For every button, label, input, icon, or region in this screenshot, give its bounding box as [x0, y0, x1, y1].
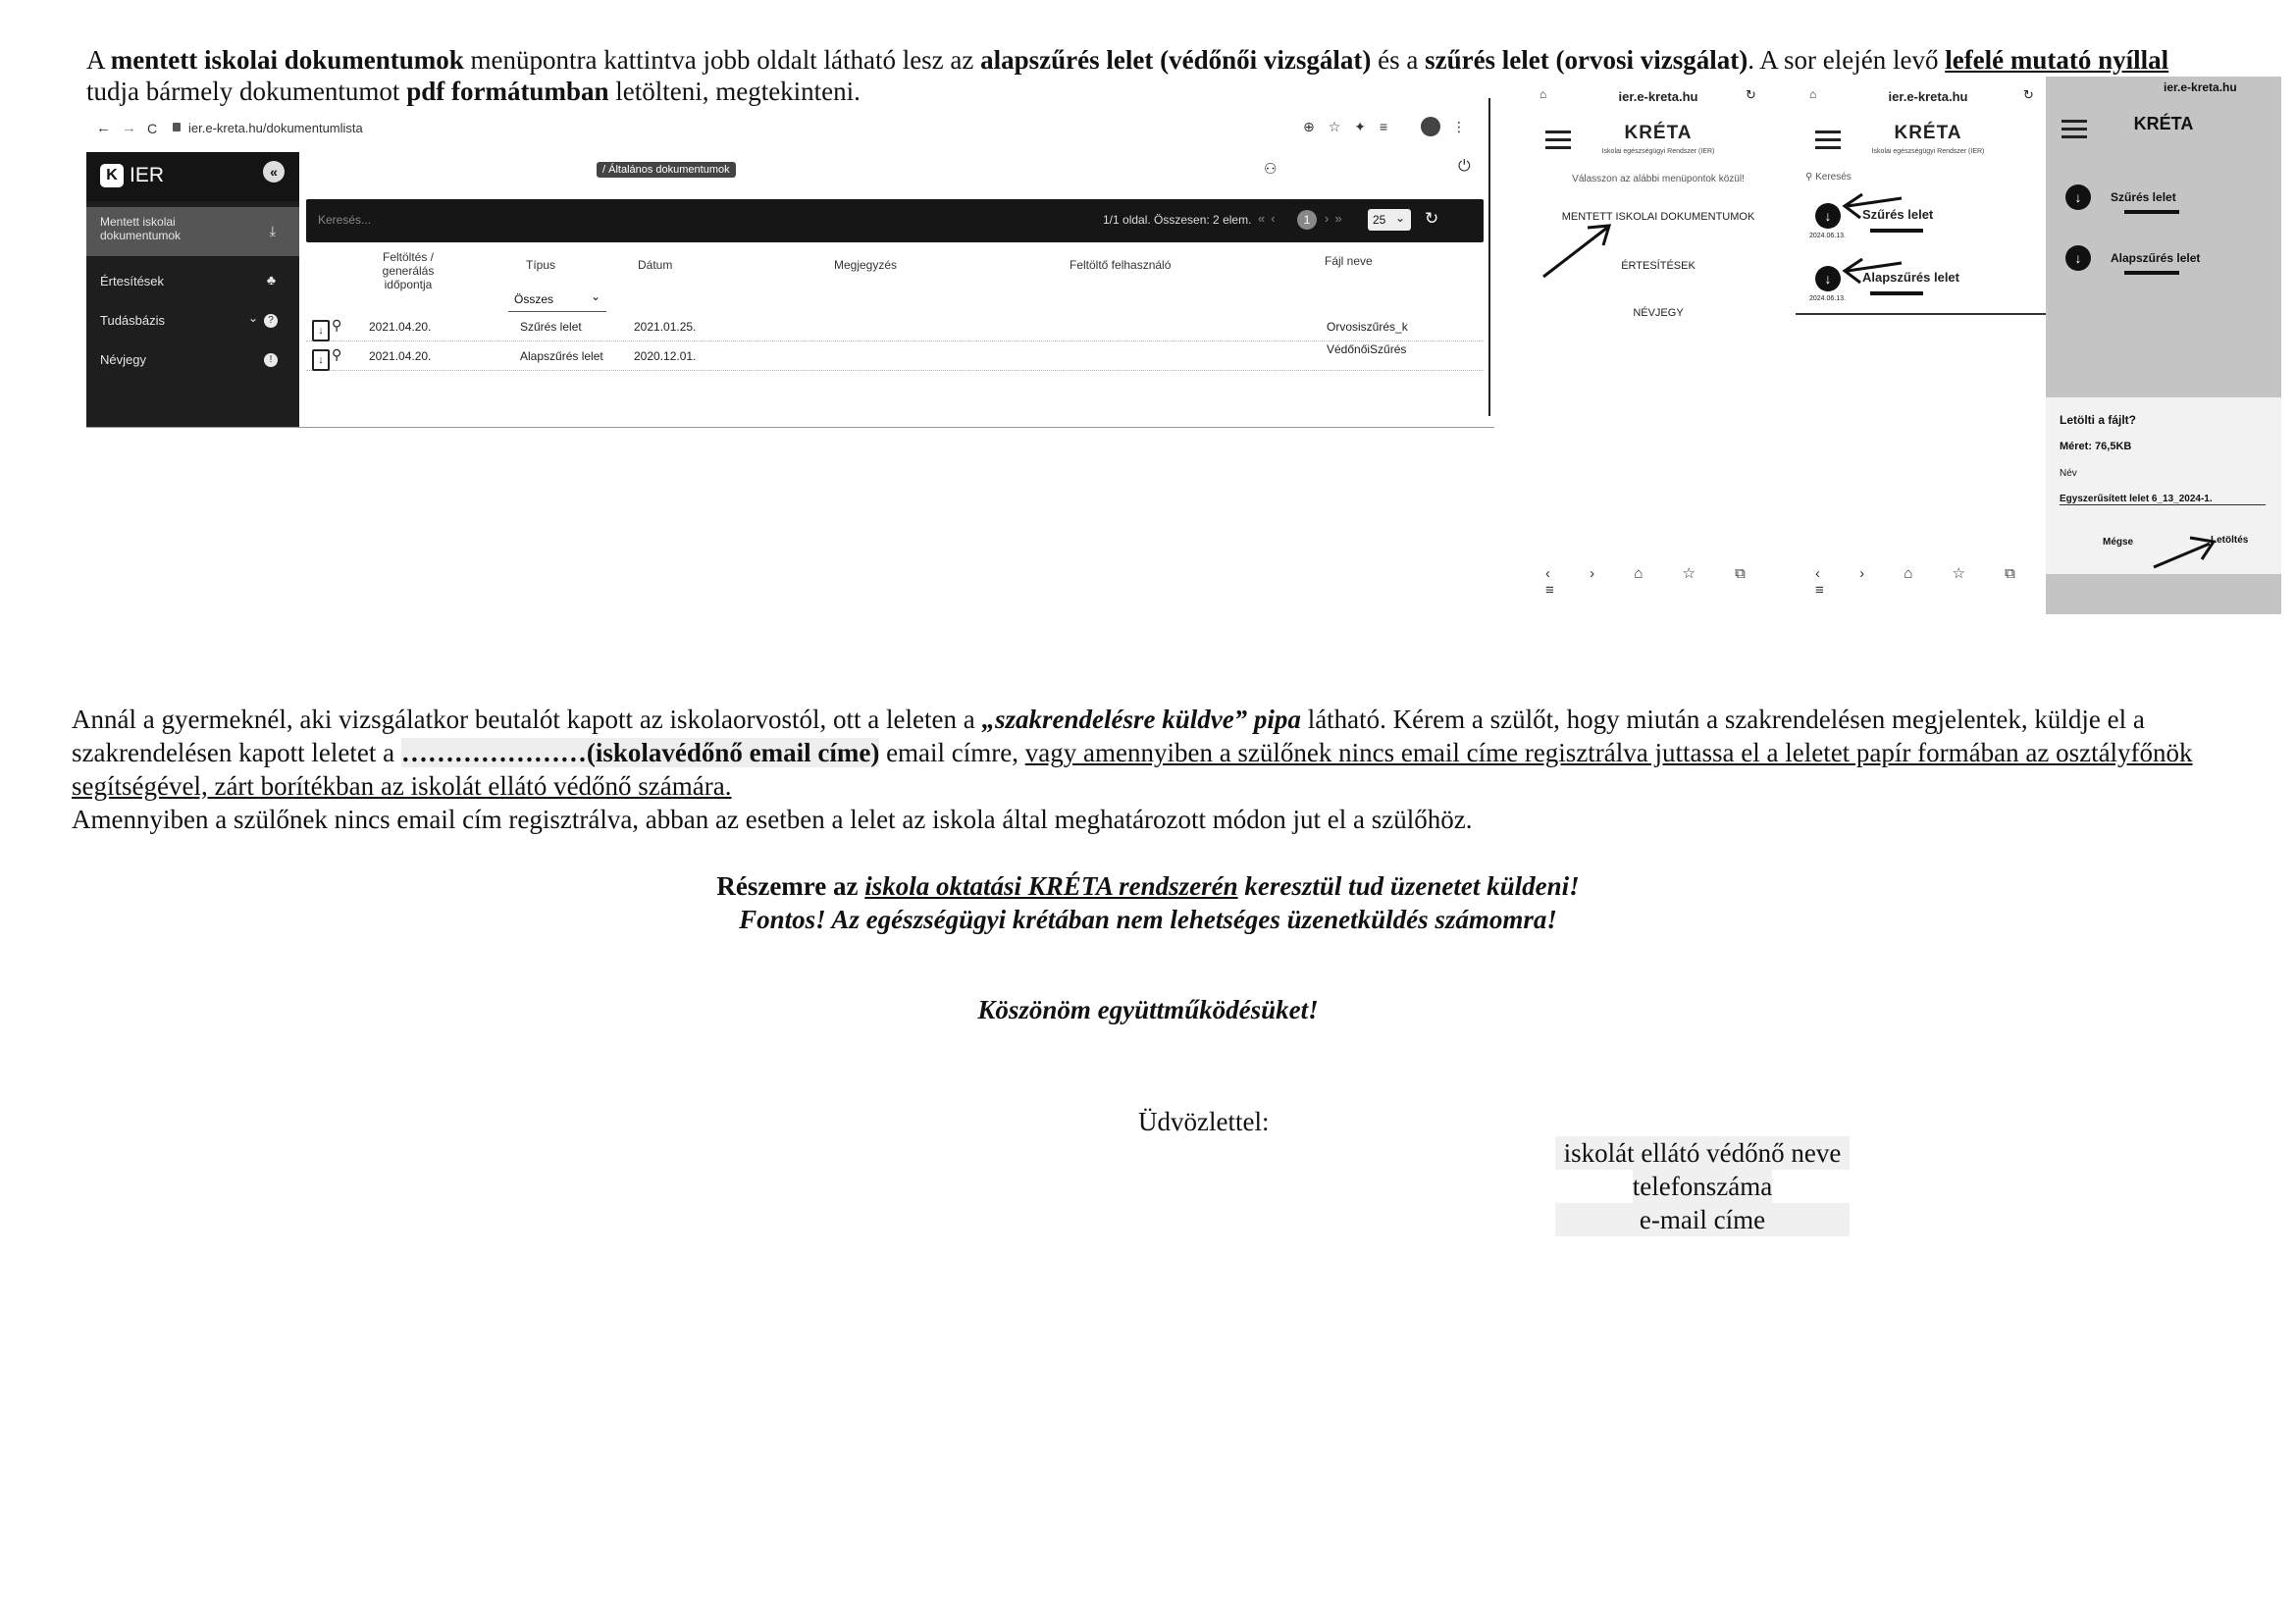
pager-arrows[interactable]: «‹: [1258, 211, 1281, 226]
menu-item-about[interactable]: NÉVJEGY: [1633, 307, 1684, 319]
download-icon: ⤓: [269, 223, 276, 238]
sidebar-item-label: Értesítések: [100, 274, 165, 288]
intro-bold-menu: mentett iskolai dokumentumok: [110, 45, 464, 75]
menu-item-notifications[interactable]: ÉRTESÍTÉSEK: [1621, 260, 1696, 272]
divider: [1488, 98, 1490, 416]
download-icon[interactable]: ↓: [312, 349, 330, 371]
back-icon[interactable]: ←: [96, 120, 111, 136]
chevron-down-icon: ⌄: [590, 289, 600, 303]
intro-bold-arrow: lefelé mutató nyíllal: [1945, 45, 2169, 75]
para-text: Amennyiben a szülőnek nincs email cím regisztrálva, abban az esetben a lelet az iskola által meghatározott módon jut el a szülőhöz.: [72, 805, 1473, 834]
divider: [1796, 313, 2061, 315]
menu-item-documents[interactable]: MENTETT ISKOLAI DOKUMENTUMOK: [1561, 211, 1755, 223]
cell-date: 2020.12.01.: [634, 349, 697, 363]
breadcrumb[interactable]: / Általános dokumentumok: [597, 162, 736, 178]
table-row[interactable]: [306, 313, 1484, 341]
reload-icon[interactable]: ↻: [2023, 87, 2034, 102]
list-item[interactable]: [2065, 245, 2262, 285]
download-icon[interactable]: ↓: [2065, 184, 2091, 210]
url-text[interactable]: ier.e-kreta.hu: [1618, 89, 1698, 104]
chevron-down-icon: ⌄: [247, 311, 258, 325]
brand-name: IER: [130, 164, 165, 186]
col-date[interactable]: Dátum: [638, 258, 673, 272]
type-filter[interactable]: [508, 289, 606, 312]
notice-line-1: [0, 869, 2296, 903]
arrow-to-download-button: [0, 0, 1, 1]
intro-line-2: [86, 75, 861, 108]
download-icon[interactable]: ↓: [2065, 245, 2091, 271]
intro-text: . A sor elején levő: [1748, 45, 1946, 75]
download-icon[interactable]: ↓: [312, 320, 330, 341]
search-icon[interactable]: ⚲: [332, 346, 342, 362]
para-underline: segítségével, zárt borítékban az iskolát ellátó védőnő számára.: [72, 771, 732, 801]
help-icon: ?: [264, 314, 278, 328]
info-icon: !: [264, 353, 278, 367]
notice-underline: iskola oktatási KRÉTA rendszerén: [864, 871, 1238, 901]
signature-name: iskolát ellátó védőnő neve: [1555, 1136, 1850, 1170]
sidebar-item-about[interactable]: [86, 348, 299, 374]
page-size-value: 25: [1373, 213, 1386, 227]
signature-block: [1555, 1136, 1850, 1236]
download-dialog: [2046, 397, 2281, 574]
kreta-logo: KRÉTA: [1624, 123, 1693, 143]
type-filter-value: Összes: [514, 292, 554, 306]
para2-line-3: [72, 769, 731, 803]
para-text: látható. Kérem a szülőt, hogy miután a szakrendelésen megjelentek, küldje el a: [1300, 705, 2145, 734]
url-text[interactable]: ier.e-kreta.hu: [2164, 80, 2237, 94]
dialog-name-label: Név: [2060, 468, 2077, 479]
para2-line-1: [72, 703, 2145, 736]
sidebar-item-label: Névjegy: [100, 352, 146, 367]
intro-text: A: [86, 45, 111, 75]
thanks: [0, 993, 2296, 1026]
phone-screenshot-menu: [1526, 83, 1791, 613]
page-size-select[interactable]: [1368, 209, 1411, 231]
menu-prompt: Válasszon az alábbi menüpontok közül!: [1572, 174, 1745, 184]
chevron-down-icon: ⌄: [1395, 211, 1406, 225]
desktop-sidebar: [86, 152, 299, 427]
reload-icon[interactable]: ↻: [1746, 87, 1756, 102]
list-item[interactable]: [1805, 262, 2051, 311]
phone-screenshot-list: [1796, 83, 2061, 613]
col-type[interactable]: Típus: [526, 258, 556, 272]
redacted-bar: [1870, 291, 1923, 295]
lock-icon: [173, 123, 181, 131]
para2-line-4: [72, 803, 1472, 836]
desktop-topbar: [312, 152, 1494, 199]
dialog-title: Letölti a fájlt?: [2060, 413, 2136, 427]
cell-date: 2021.01.25.: [634, 320, 697, 334]
download-icon[interactable]: ↓: [1815, 203, 1841, 229]
sidebar-item-label: Mentett iskolai dokumentumok: [100, 215, 182, 242]
download-button[interactable]: Letöltés: [2211, 535, 2249, 546]
browser-actions: ⊕☆✦≡: [1303, 119, 1402, 134]
dialog-size: Méret: 76,5KB: [2060, 441, 2132, 452]
power-icon[interactable]: ⏻: [1458, 158, 1471, 175]
forward-icon[interactable]: →: [122, 120, 136, 136]
cell-uploaded: 2021.04.20.: [369, 320, 432, 334]
pager-arrows-next[interactable]: ›»: [1325, 211, 1348, 226]
col-note[interactable]: Megjegyzés: [834, 258, 898, 272]
app-subtitle: Iskolai egészségügyi Rendszer (IER): [1871, 148, 1985, 155]
redacted-bar: [1870, 229, 1923, 233]
home-icon[interactable]: ⌂: [1539, 87, 1547, 101]
intro-text: menüpontra kattintva jobb oldalt látható lesz az: [463, 45, 981, 75]
thanks-text: Köszönöm együttműködésüket!: [977, 995, 1319, 1024]
cell-file: Orvosiszűrés_k: [1327, 320, 1408, 334]
greeting: Üdvözlettel:: [1138, 1107, 1270, 1136]
intro-bold-pdf: pdf formátumban: [406, 77, 609, 106]
url-text[interactable]: ier.e-kreta.hu: [1888, 89, 1968, 104]
para2-line-2: [72, 736, 2193, 769]
menu-icon[interactable]: ⋮: [1452, 119, 1466, 134]
kreta-logo: KRÉTA: [1894, 123, 1962, 143]
notice-text: keresztül tud üzenetet küldeni!: [1237, 871, 1580, 901]
signature-email: e-mail címe: [1555, 1203, 1850, 1236]
cell-uploaded: 2021.04.20.: [369, 349, 432, 363]
sidebar-item-label: Tudásbázis: [100, 313, 165, 328]
item-title: Alapszűrés lelet: [1862, 270, 1959, 285]
refresh-icon[interactable]: ↻: [1425, 209, 1439, 228]
notice-important: Fontos! Az egészségügyi krétában nem lehetséges üzenetküldés számomra!: [739, 905, 1557, 934]
sidebar-item-documents[interactable]: [86, 207, 299, 256]
cell-type: Alapszűrés lelet: [520, 349, 603, 363]
sidebar-item-notifications[interactable]: [86, 270, 299, 295]
sidebar-item-knowledge[interactable]: [86, 309, 299, 335]
email-placeholder: …………………(iskolavédőnő email címe): [400, 738, 880, 767]
para-text: email címre,: [879, 738, 1025, 767]
intro-bold-basic: alapszűrés lelet (védőnői vizsgálat): [980, 45, 1372, 75]
search-placeholder: Keresés: [1815, 172, 1852, 183]
sidebar-header: [86, 152, 299, 201]
col-uploader[interactable]: Feltöltő felhasználó: [1070, 258, 1172, 272]
cell-file: VédőnőiSzűrés: [1327, 342, 1407, 356]
col-uploaded[interactable]: Feltöltés / generálás időpontja: [382, 250, 435, 291]
search-input[interactable]: Keresés...: [318, 213, 372, 227]
intro-text: és a: [1371, 45, 1426, 75]
cancel-button[interactable]: Mégse: [2103, 537, 2134, 548]
pager-text: 1/1 oldal. Összesen: 2 elem.: [1103, 213, 1252, 227]
redacted-bar: [2124, 210, 2179, 214]
para-underline: vagy amennyiben a szülőnek nincs email címe regisztrálva juttassa el a leletet papír formában az osztályfőnök: [1024, 738, 2193, 767]
page-number[interactable]: 1: [1297, 210, 1317, 230]
item-date: 2024.06.13.: [1809, 233, 1846, 239]
col-filename[interactable]: Fájl neve: [1325, 254, 1373, 268]
item-date: 2024.06.13.: [1809, 295, 1846, 302]
collapse-icon[interactable]: «: [263, 161, 285, 183]
profile-avatar[interactable]: [1421, 117, 1440, 136]
browser-bottom-nav[interactable]: ‹ › ⌂ ☆ ⧉ ≡: [1815, 565, 2033, 599]
brand-logo: K: [100, 164, 124, 187]
signature-phone: telefonszáma: [1632, 1172, 1773, 1201]
notice-line-2: [0, 903, 2296, 936]
item-title: Szűrés lelet: [1862, 207, 1934, 222]
para-text: Annál a gyermeknél, aki vizsgálatkor beutalót kapott az iskolaorvostól, ott a leleten a: [72, 705, 982, 734]
item-title: Alapszűrés lelet: [2111, 251, 2201, 265]
intro-bold-screening: szűrés lelet (orvosi vizsgálat): [1425, 45, 1748, 75]
grid-toolbar: [306, 199, 1484, 242]
user-icon[interactable]: ⚇: [1264, 161, 1278, 178]
intro-text: letölteni, megtekinteni.: [608, 77, 861, 106]
list-item[interactable]: [2065, 184, 2262, 224]
download-icon[interactable]: ↓: [1815, 266, 1841, 291]
para-text: szakrendelésen kapott leletet a: [72, 738, 401, 767]
list-item[interactable]: [1805, 199, 2051, 248]
intro-line-1: [86, 43, 2284, 77]
bell-icon: ♣: [266, 272, 276, 288]
url-text[interactable]: ier.e-kreta.hu/dokumentumlista: [188, 121, 363, 135]
redacted-bar: [2124, 271, 2179, 275]
browser-bottom-nav[interactable]: ‹ › ⌂ ☆ ⧉ ≡: [1545, 565, 1763, 599]
table-row[interactable]: [306, 342, 1484, 371]
search-icon[interactable]: ⚲: [332, 317, 342, 333]
browser-bar: [86, 111, 1494, 144]
desktop-screenshot: [86, 111, 1494, 428]
notice-text: Részemre az: [716, 871, 865, 901]
para-emphasis: „szakrendelésre küldve” pipa: [981, 705, 1301, 734]
search-input[interactable]: ⚲ Keresés: [1805, 172, 1852, 183]
dialog-filename[interactable]: Egyszerűsített lelet 6_13_2024-1.: [2060, 494, 2266, 505]
kreta-logo: KRÉTA: [2133, 114, 2194, 133]
intro-text: tudja bármely dokumentumot: [86, 77, 407, 106]
item-title: Szűrés lelet: [2111, 190, 2176, 204]
reload-icon[interactable]: C: [147, 121, 158, 136]
home-icon[interactable]: ⌂: [1809, 87, 1817, 101]
cell-type: Szűrés lelet: [520, 320, 582, 334]
app-subtitle: Iskolai egészségügyi Rendszer (IER): [1601, 148, 1715, 155]
